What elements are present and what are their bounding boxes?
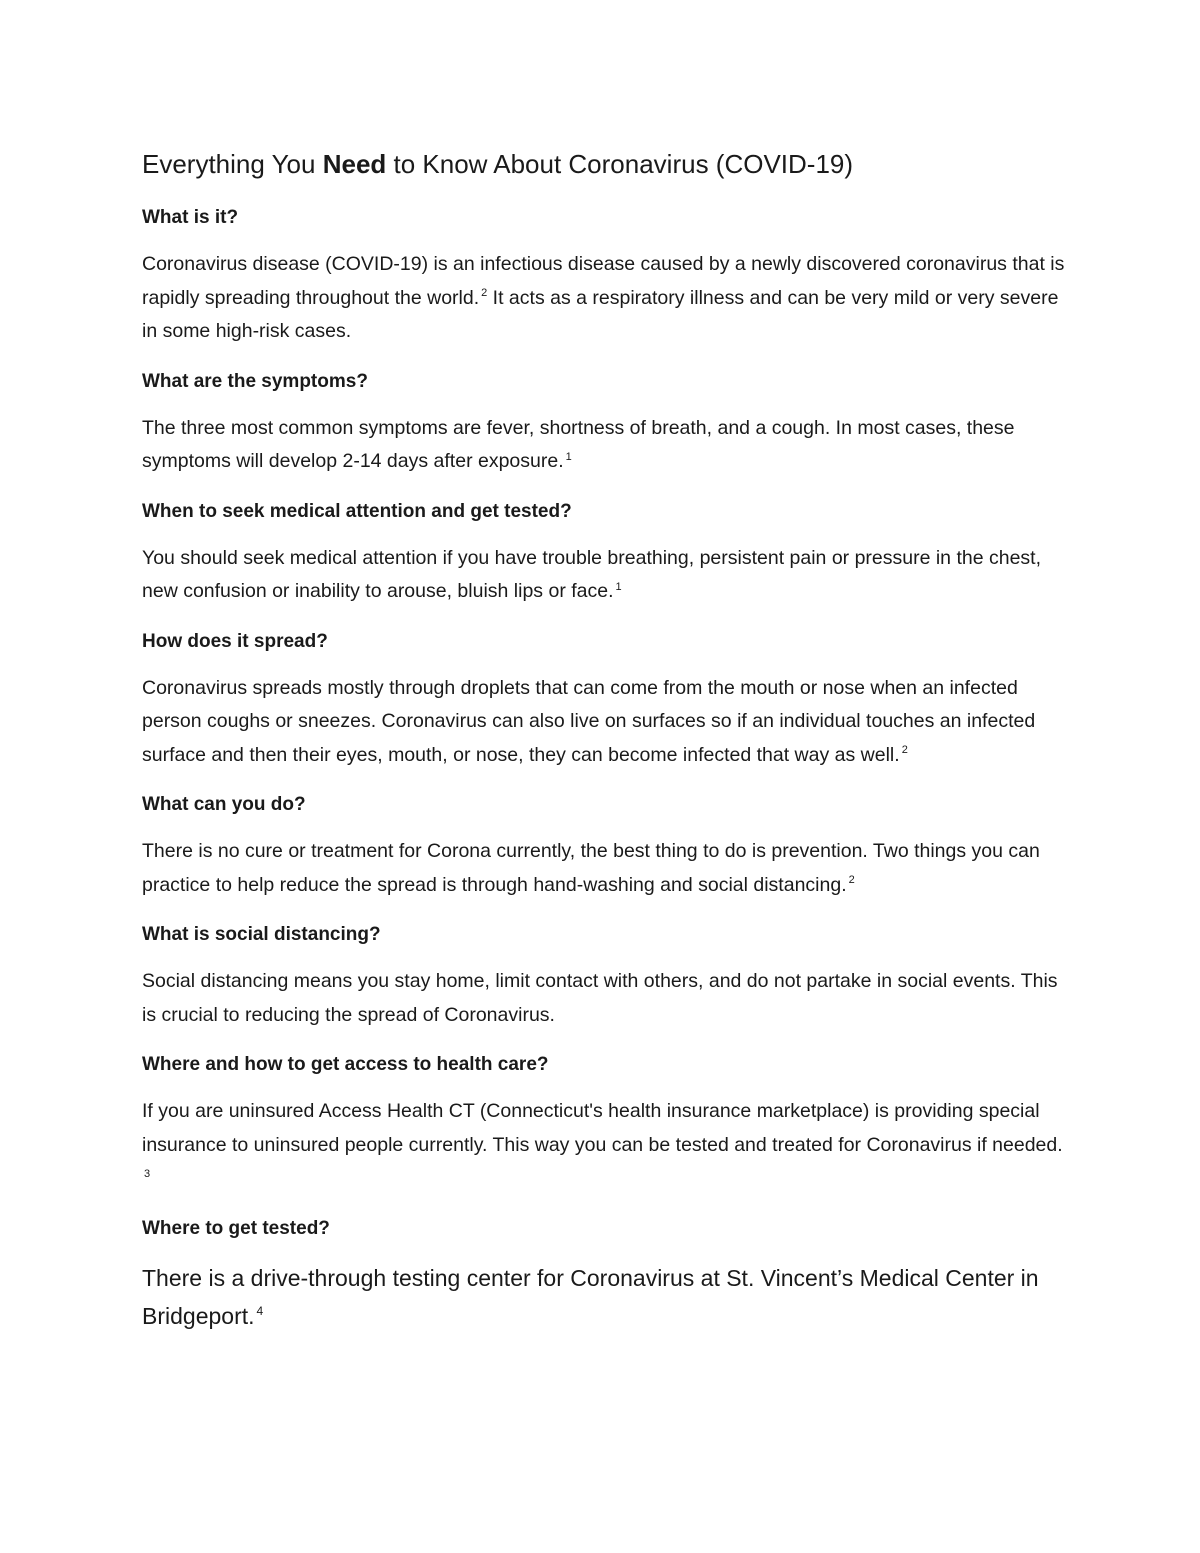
section-health-care-access <box>142 1052 1072 1196</box>
paragraph-text-continued: It acts as a respiratory illness and can be very mild or very severe in some high-risk cases. <box>142 286 1059 342</box>
paragraph-text: The three most common symptoms are fever, shortness of breath, and a cough. In most cases, these symptoms will develop 2-14 days after exposure. <box>142 416 1015 472</box>
paragraph-text: Coronavirus spreads mostly through droplets that can come from the mouth or nose when an infected person coughs or sneezes. Coronavirus can also live on surfaces so if an individual touches an infected surface and then their eyes, mouth, or nose, they can become infected that way as well. <box>142 676 1036 766</box>
section-heading: What are the symptoms? <box>142 370 368 392</box>
footnote-ref: 3 <box>144 1167 151 1180</box>
footnote-ref: 2 <box>901 744 908 756</box>
title-text-start: Everything You <box>142 149 323 179</box>
paragraph-text: There is no cure or treatment for Corona currently, the best thing to do is prevention. Two things you can practice to help reduce the spread is through hand-washing and social distancing. <box>142 840 1040 896</box>
section-what-can-you-do <box>142 792 1072 902</box>
paragraph-text: If you are uninsured Access Health CT (Connecticut's health insurance marketplace) is providing special insurance to uninsured people currently. This way you can be tested and treated for Coronavirus if needed. <box>142 1100 1063 1156</box>
section-heading: Where to get tested? <box>142 1217 330 1239</box>
section-symptoms <box>142 369 1072 479</box>
section-paragraph <box>142 542 1072 609</box>
footnote-ref: 2 <box>481 287 488 299</box>
section-medical-attention <box>142 499 1072 609</box>
footnote-ref: 1 <box>565 450 572 463</box>
section-testing-location <box>142 1216 1072 1335</box>
footnote-ref: 4 <box>256 1303 264 1318</box>
section-paragraph <box>142 1095 1072 1196</box>
document-title <box>142 143 1072 185</box>
paragraph-text: You should seek medical attention if you have trouble breathing, persistent pain or pressure in the chest, new confusion or inability to arouse, bluish lips or face. <box>142 546 1041 602</box>
section-paragraph <box>142 835 1072 902</box>
section-heading: What is social distancing? <box>142 924 381 945</box>
section-paragraph <box>142 248 1072 349</box>
section-spread <box>142 629 1072 773</box>
section-paragraph <box>142 965 1072 1032</box>
title-emphasis: Need <box>322 149 387 179</box>
footnote-ref: 1 <box>615 580 622 593</box>
paragraph-text: Social distancing means you stay home, limit contact with others, and do not partake in social events. This is crucial to reducing the spread of Coronavirus. <box>142 970 1058 1026</box>
paragraph-text: There is a drive-through testing center for Coronavirus at St. Vincent’s Medical Center in Bridgeport. <box>142 1264 1039 1329</box>
section-paragraph <box>142 412 1072 479</box>
section-heading: Where and how to get access to health care? <box>142 1054 549 1075</box>
title-text-end: to Know About Coronavirus (COVID-19) <box>386 149 854 179</box>
section-what-is-it <box>142 205 1072 349</box>
footnote-ref: 2 <box>848 874 855 886</box>
section-heading: How does it spread? <box>142 630 328 652</box>
document-body <box>142 143 1072 1355</box>
section-heading: When to seek medical attention and get tested? <box>142 500 572 522</box>
section-social-distancing <box>142 922 1072 1032</box>
section-paragraph <box>142 1259 1072 1335</box>
section-heading: What is it? <box>142 207 239 228</box>
section-paragraph <box>142 672 1072 773</box>
section-heading: What can you do? <box>142 794 306 815</box>
paragraph-text: Coronavirus disease (COVID-19) is an infectious disease caused by a newly discovered coronavirus that is rapidly spreading throughout the world. <box>142 253 1065 309</box>
